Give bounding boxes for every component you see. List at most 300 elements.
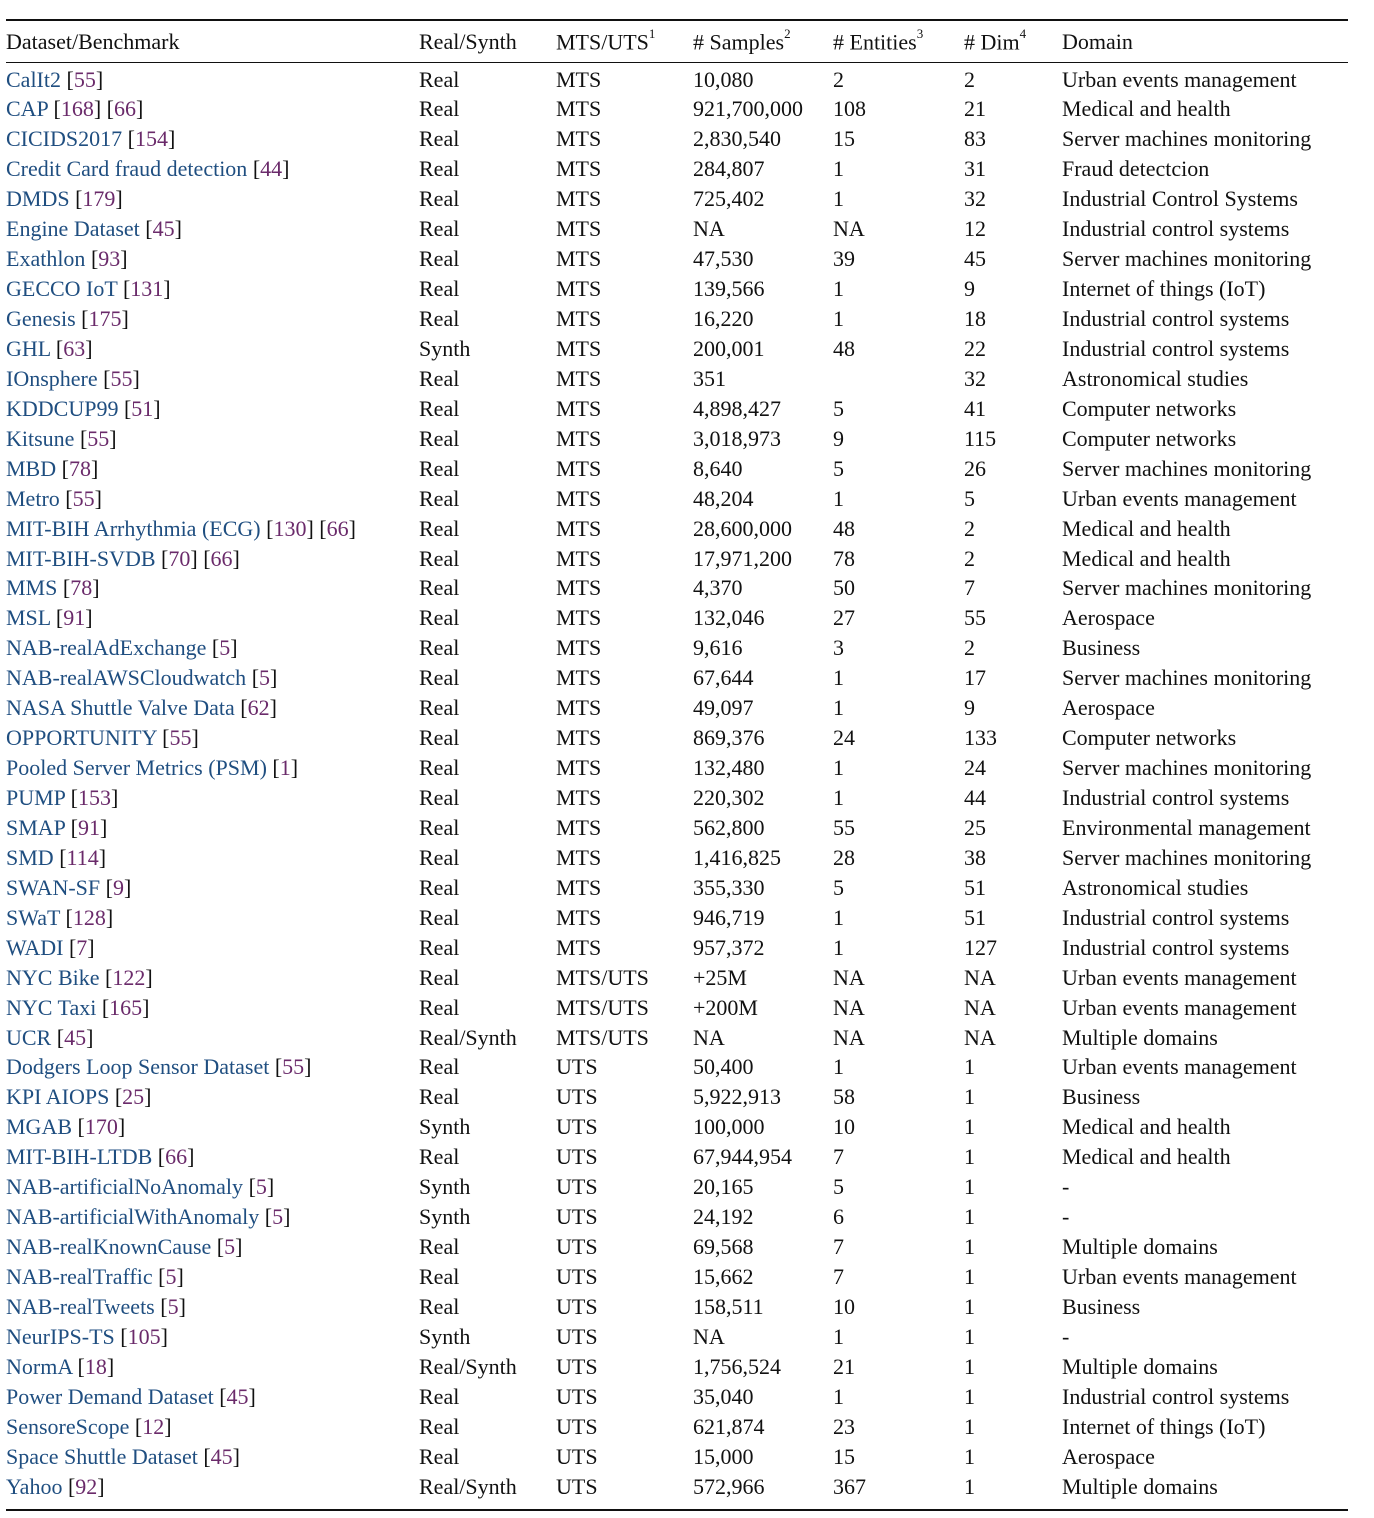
dataset-name-link[interactable]: PUMP xyxy=(6,785,66,811)
citation-link[interactable]: 5 xyxy=(165,1264,177,1290)
cell-samples: 47,530 xyxy=(693,246,754,272)
dataset-name-link[interactable]: Yahoo xyxy=(6,1473,63,1499)
cell-dataset xyxy=(6,184,419,214)
cell-dim: 1 xyxy=(964,1054,975,1080)
cell-dataset xyxy=(6,1471,419,1501)
dataset-name-link[interactable]: KDDCUP99 xyxy=(6,395,119,421)
table-row xyxy=(6,214,1348,244)
cell-dim: 115 xyxy=(964,425,997,451)
cell-entities: 367 xyxy=(833,1473,866,1499)
dataset-name-link[interactable]: CalIt2 xyxy=(6,67,61,92)
dataset-name-link[interactable]: SMAP xyxy=(6,814,66,840)
dataset-name-link[interactable]: NYC Bike xyxy=(6,964,100,990)
cell-dataset xyxy=(6,363,419,393)
cell-real-synth: Real xyxy=(419,904,460,930)
dataset-name-link[interactable]: Kitsune xyxy=(6,425,75,451)
cell-mts-uts: MTS xyxy=(556,96,602,122)
cell-domain: Computer networks xyxy=(1062,425,1237,451)
citation-link[interactable]: 91 xyxy=(77,814,100,840)
cell-dim: 24 xyxy=(964,755,986,781)
citation-bracket: [ xyxy=(105,874,113,900)
citation-link[interactable]: 55 xyxy=(73,67,96,92)
cell-dim: 21 xyxy=(964,96,986,122)
citation-link[interactable]: 179 xyxy=(82,186,116,212)
citation-link[interactable]: 25 xyxy=(122,1084,145,1110)
cell-domain: Industrial control systems xyxy=(1062,216,1290,242)
citation-link[interactable]: 44 xyxy=(260,156,283,182)
cell-samples: 158,511 xyxy=(693,1293,764,1319)
cell-samples: 946,719 xyxy=(693,904,765,930)
cell-domain: Environmental management xyxy=(1062,814,1311,840)
cell-dataset xyxy=(6,842,419,872)
cell-samples: 351 xyxy=(693,365,726,391)
cell-samples: 725,402 xyxy=(693,186,765,212)
cell-domain: - xyxy=(1062,1323,1070,1349)
citation-link[interactable]: 45 xyxy=(210,1443,233,1469)
dataset-name-link[interactable]: MBD xyxy=(6,455,57,481)
dataset-name-link[interactable]: GHL xyxy=(6,335,51,361)
citation-bracket: ] xyxy=(266,1174,275,1200)
citation-bracket: [ xyxy=(264,1204,273,1230)
dataset-name-link[interactable]: UCR xyxy=(6,1024,52,1050)
citation-link[interactable]: 105 xyxy=(127,1323,161,1349)
citation-bracket: [ xyxy=(114,1084,123,1110)
citation-link[interactable]: 51 xyxy=(131,395,154,421)
cell-dataset xyxy=(6,1172,419,1202)
citation-bracket: ] xyxy=(106,1353,115,1379)
dataset-name-link[interactable]: Space Shuttle Dataset xyxy=(6,1443,198,1469)
citation-link[interactable]: 93 xyxy=(98,246,121,272)
citation-link[interactable]: 55 xyxy=(282,1054,305,1080)
citation-link[interactable]: 122 xyxy=(112,964,146,990)
citation-link[interactable]: 66 xyxy=(326,515,349,541)
citation-link[interactable]: 18 xyxy=(84,1353,107,1379)
cell-entities: 39 xyxy=(833,246,855,272)
dataset-name-link[interactable]: MSL xyxy=(6,605,51,631)
cell-entities: 78 xyxy=(833,545,855,571)
cell-entities: 15 xyxy=(833,1443,855,1469)
dataset-name-link[interactable]: Dodgers Loop Sensor Dataset xyxy=(6,1054,270,1080)
citation-link[interactable]: 55 xyxy=(87,425,110,451)
cell-dataset xyxy=(6,1411,419,1441)
dataset-name-link[interactable]: MGAB xyxy=(6,1114,73,1140)
table-row xyxy=(6,1082,1348,1112)
cell-dim: 1 xyxy=(964,1323,975,1349)
cell-domain: Multiple domains xyxy=(1062,1353,1218,1379)
citation-link[interactable]: 70 xyxy=(168,545,191,571)
dataset-name-link[interactable]: SMD xyxy=(6,844,54,870)
citation-link[interactable]: 63 xyxy=(63,335,86,361)
table-row xyxy=(6,1381,1348,1411)
cell-mts-uts: MTS xyxy=(556,246,602,272)
table-row xyxy=(6,304,1348,334)
dataset-name-link[interactable]: NeurIPS-TS xyxy=(6,1323,115,1349)
cell-dataset xyxy=(6,214,419,244)
dataset-name-link[interactable]: Exathlon xyxy=(6,246,86,272)
table-row xyxy=(6,902,1348,932)
dataset-name-link[interactable]: OPPORTUNITY xyxy=(6,725,157,751)
header-mts-uts: MTS/UTS$^1$ xyxy=(556,25,656,55)
cell-real-synth: Real xyxy=(419,216,460,242)
cell-domain: Multiple domains xyxy=(1062,1234,1218,1260)
citation-bracket: ] xyxy=(164,1413,172,1439)
cell-real-synth: Real xyxy=(419,1084,460,1110)
citation-link[interactable]: 5 xyxy=(259,665,271,691)
cell-dataset xyxy=(6,1262,419,1292)
citation-link[interactable]: 5 xyxy=(224,1234,236,1260)
cell-domain: Medical and health xyxy=(1062,1114,1231,1140)
cell-dim: 1 xyxy=(964,1264,975,1290)
cell-real-synth: Real xyxy=(419,1144,460,1170)
cell-samples: 132,046 xyxy=(693,605,765,631)
table-row xyxy=(6,693,1348,723)
cell-domain: Astronomical studies xyxy=(1062,874,1249,900)
cell-dataset xyxy=(6,1112,419,1142)
cell-entities: 55 xyxy=(833,814,855,840)
dataset-name-link[interactable]: SWaT xyxy=(6,904,61,930)
cell-samples: 69,568 xyxy=(693,1234,754,1260)
table-row xyxy=(6,334,1348,364)
cell-dim: 51 xyxy=(964,904,986,930)
cell-entities: 1 xyxy=(833,306,844,332)
cell-entities: 27 xyxy=(833,605,855,631)
dataset-name-link[interactable]: Engine Dataset xyxy=(6,216,140,242)
table-row xyxy=(6,1292,1348,1322)
cell-domain: - xyxy=(1062,1204,1070,1230)
cell-dataset xyxy=(6,62,419,94)
cell-dim: 17 xyxy=(964,665,986,691)
citation-link[interactable]: 9 xyxy=(112,874,124,900)
cell-samples: 621,874 xyxy=(693,1413,765,1439)
citation-bracket: [ xyxy=(77,1353,85,1379)
dataset-name-link[interactable]: CICIDS2017 xyxy=(6,126,123,152)
cell-mts-uts: MTS xyxy=(556,186,602,212)
cell-samples: 2,830,540 xyxy=(693,126,781,152)
table-row xyxy=(6,842,1348,872)
citation-link[interactable]: 62 xyxy=(247,695,270,721)
citation-bracket: ] xyxy=(115,186,123,212)
citation-bracket: ] xyxy=(109,425,117,451)
cell-samples: 50,400 xyxy=(693,1054,754,1080)
cell-dataset xyxy=(6,1022,419,1052)
cell-entities: 3 xyxy=(833,635,844,661)
cell-mts-uts: MTS xyxy=(556,126,602,152)
dataset-name-link[interactable]: IOnsphere xyxy=(6,365,98,391)
citation-link[interactable]: 78 xyxy=(70,575,93,601)
cell-mts-uts: MTS xyxy=(556,67,602,92)
cell-dim: NA xyxy=(964,964,996,990)
citation-bracket: ] xyxy=(269,695,277,721)
cell-samples: 921,700,000 xyxy=(693,96,803,122)
citation-link[interactable]: 7 xyxy=(76,934,88,960)
citation-link[interactable]: 153 xyxy=(77,785,111,811)
cell-mts-uts: UTS xyxy=(556,1413,598,1439)
dataset-name-link[interactable]: Metro xyxy=(6,485,60,511)
dataset-name-link[interactable]: DMDS xyxy=(6,186,70,212)
citation-link[interactable]: 5 xyxy=(272,1204,284,1230)
cell-dim: 1 xyxy=(964,1144,975,1170)
cell-real-synth: Real xyxy=(419,1264,460,1290)
cell-mts-uts: UTS xyxy=(556,1084,598,1110)
cell-real-synth: Real xyxy=(419,1383,460,1409)
table-row xyxy=(6,1441,1348,1471)
dataset-name-link[interactable]: NAB-realTraffic xyxy=(6,1264,153,1290)
cell-samples: +200M xyxy=(693,994,758,1020)
cell-samples: 3,018,973 xyxy=(693,425,781,451)
citation-link[interactable]: 175 xyxy=(88,306,122,332)
cell-samples: 24,192 xyxy=(693,1204,754,1230)
citation-bracket: [ xyxy=(272,755,280,781)
citation-bracket: [ xyxy=(157,1144,166,1170)
cell-mts-uts: MTS xyxy=(556,904,602,930)
citation-link[interactable]: 5 xyxy=(255,1174,267,1200)
citation-bracket: [ xyxy=(158,1264,166,1290)
citation-link[interactable]: 1 xyxy=(279,755,291,781)
cell-mts-uts: MTS xyxy=(556,425,602,451)
dataset-name-link[interactable]: NAB-realAWSCloudwatch xyxy=(6,665,247,691)
cell-samples: 8,640 xyxy=(693,455,743,481)
header-real-synth: Real/Synth xyxy=(419,29,517,54)
cell-dim: 45 xyxy=(964,246,986,272)
cell-mts-uts: UTS xyxy=(556,1144,598,1170)
cell-real-synth: Real/Synth xyxy=(419,1024,517,1050)
dataset-name-link[interactable]: MIT-BIH-SVDB xyxy=(6,545,156,571)
citation-link[interactable]: 154 xyxy=(134,126,168,152)
cell-entities: 1 xyxy=(833,695,844,721)
citation-bracket: [ xyxy=(68,934,77,960)
cell-mts-uts: UTS xyxy=(556,1323,598,1349)
cell-domain: Server machines monitoring xyxy=(1062,246,1312,272)
dataset-name-link[interactable]: NASA Shuttle Valve Data xyxy=(6,695,235,721)
citation-bracket: [ xyxy=(216,1234,225,1260)
table-row xyxy=(6,723,1348,753)
cell-real-synth: Real xyxy=(419,874,460,900)
citation-link[interactable]: 168 xyxy=(60,96,94,122)
cell-real-synth: Real xyxy=(419,695,460,721)
cell-mts-uts: MTS xyxy=(556,785,602,811)
cell-real-synth: Synth xyxy=(419,1174,471,1200)
citation-link[interactable]: 45 xyxy=(64,1024,87,1050)
cell-mts-uts: UTS xyxy=(556,1204,598,1230)
citation-link[interactable]: 165 xyxy=(109,994,143,1020)
citation-bracket: [ xyxy=(161,545,169,571)
cell-dim: 5 xyxy=(964,485,975,511)
table-row xyxy=(6,184,1348,214)
cell-domain: Multiple domains xyxy=(1062,1473,1218,1499)
cell-samples: 10,080 xyxy=(693,67,754,92)
citation-link[interactable]: 5 xyxy=(167,1293,179,1319)
table-row xyxy=(6,1411,1348,1441)
dataset-name-link[interactable]: NAB-artificialWithAnomaly xyxy=(6,1204,260,1230)
cell-mts-uts: MTS xyxy=(556,306,602,332)
cell-dim: NA xyxy=(964,1024,996,1050)
citation-link[interactable]: 12 xyxy=(142,1413,165,1439)
citation-link[interactable]: 114 xyxy=(66,844,99,870)
cell-dataset xyxy=(6,1232,419,1262)
table-row xyxy=(6,244,1348,274)
cell-mts-uts: MTS xyxy=(556,635,602,661)
cell-domain: Industrial Control Systems xyxy=(1062,186,1298,212)
table-row xyxy=(6,94,1348,124)
cell-samples: 100,000 xyxy=(693,1114,765,1140)
citation-link[interactable]: 66 xyxy=(113,96,136,122)
cell-dim: 1 xyxy=(964,1234,975,1260)
dataset-name-link[interactable]: SensoreScope xyxy=(6,1413,130,1439)
cell-dim: 41 xyxy=(964,395,986,421)
dataset-name-link[interactable]: Power Demand Dataset xyxy=(6,1383,214,1409)
citation-link[interactable]: 131 xyxy=(130,276,164,302)
dataset-name-link[interactable]: KPI AIOPS xyxy=(6,1084,110,1110)
citation-bracket: ] xyxy=(144,1084,152,1110)
citation-link[interactable]: 45 xyxy=(226,1383,249,1409)
cell-dim: 55 xyxy=(964,605,986,631)
table-row xyxy=(6,1321,1348,1351)
citation-bracket: [ xyxy=(67,1473,76,1499)
cell-dim: 32 xyxy=(964,186,986,212)
citation-bracket: ] xyxy=(191,725,199,751)
table-row xyxy=(6,483,1348,513)
dataset-name-link[interactable]: Genesis xyxy=(6,306,76,332)
table-row xyxy=(6,603,1348,633)
citation-bracket: [ xyxy=(203,1443,211,1469)
citation-bracket: [ xyxy=(134,1413,143,1439)
citation-bracket: [ xyxy=(319,515,327,541)
citation-link[interactable]: 130 xyxy=(273,515,307,541)
cell-mts-uts: MTS xyxy=(556,276,602,302)
citation-link[interactable]: 92 xyxy=(75,1473,98,1499)
citation-link[interactable]: 66 xyxy=(210,545,233,571)
citation-bracket: ] xyxy=(348,515,356,541)
citation-bracket: [ xyxy=(105,964,113,990)
citation-link[interactable]: 66 xyxy=(165,1144,188,1170)
cell-mts-uts: MTS/UTS xyxy=(556,1024,649,1050)
citation-link[interactable]: 45 xyxy=(152,216,175,242)
header-dataset: Dataset/Benchmark xyxy=(6,29,180,54)
cell-mts-uts: UTS xyxy=(556,1353,598,1379)
header-samples: # Samples$^2$ xyxy=(693,25,791,55)
dataset-name-link[interactable]: Pooled Server Metrics (PSM) xyxy=(6,755,267,781)
cell-real-synth: Real xyxy=(419,964,460,990)
citation-bracket: ] xyxy=(142,994,150,1020)
cell-entities: 2 xyxy=(833,67,844,92)
citation-bracket: ] xyxy=(99,814,108,840)
cell-entities: 10 xyxy=(833,1114,855,1140)
citation-link[interactable]: 128 xyxy=(72,904,106,930)
dataset-name-link[interactable]: MIT-BIH-LTDB xyxy=(6,1144,153,1170)
citation-bracket: ] xyxy=(176,1264,184,1290)
dataset-name-link[interactable]: NAB-realAdExchange xyxy=(6,635,207,661)
table-row xyxy=(6,753,1348,783)
cell-samples: 562,800 xyxy=(693,814,765,840)
citation-link[interactable]: 78 xyxy=(68,455,91,481)
cell-mts-uts: MTS xyxy=(556,605,602,631)
cell-dataset xyxy=(6,902,419,932)
table-row xyxy=(6,1471,1348,1501)
cell-real-synth: Real xyxy=(419,725,460,751)
cell-entities: 1 xyxy=(833,1054,844,1080)
citation-bracket: [ xyxy=(123,395,132,421)
citation-link[interactable]: 55 xyxy=(169,725,192,751)
citation-bracket: [ xyxy=(90,246,99,272)
datasets-table xyxy=(6,22,1348,1501)
citation-link[interactable]: 170 xyxy=(84,1114,118,1140)
dataset-name-link[interactable]: GECCO IoT xyxy=(6,276,118,302)
table-row xyxy=(6,992,1348,1022)
table-row xyxy=(6,543,1348,573)
dataset-name-link[interactable]: SWAN-SF xyxy=(6,874,101,900)
citation-bracket: [ xyxy=(55,605,64,631)
cell-dim: 83 xyxy=(964,126,986,152)
cell-entities: 1 xyxy=(833,1323,844,1349)
table-header-row xyxy=(6,22,1348,62)
cell-real-synth: Real xyxy=(419,844,460,870)
cell-samples: 67,944,954 xyxy=(693,1144,792,1170)
citation-bracket: ] xyxy=(123,874,132,900)
cell-dataset xyxy=(6,872,419,902)
table-row xyxy=(6,1351,1348,1381)
citation-link[interactable]: 55 xyxy=(110,365,133,391)
cell-mts-uts: MTS xyxy=(556,725,602,751)
citation-link[interactable]: 5 xyxy=(219,635,231,661)
cell-mts-uts: UTS xyxy=(556,1473,598,1499)
cell-domain: Urban events management xyxy=(1062,67,1297,92)
cell-dataset xyxy=(6,573,419,603)
dataset-name-link[interactable]: CAP xyxy=(6,96,48,122)
dataset-name-link[interactable]: WADI xyxy=(6,934,64,960)
cell-mts-uts: MTS xyxy=(556,156,602,182)
dataset-name-link[interactable]: NAB-realKnownCause xyxy=(6,1234,212,1260)
citation-bracket: [ xyxy=(79,425,88,451)
cell-domain: Medical and health xyxy=(1062,515,1231,541)
cell-domain: Internet of things (IoT) xyxy=(1062,276,1266,302)
cell-samples: 1,416,825 xyxy=(693,844,781,870)
dataset-name-link[interactable]: NAB-realTweets xyxy=(6,1293,155,1319)
cell-dim: 31 xyxy=(964,156,986,182)
citation-bracket: ] xyxy=(132,365,140,391)
cell-dataset xyxy=(6,1321,419,1351)
cell-dataset xyxy=(6,1082,419,1112)
cell-dim: 127 xyxy=(964,934,997,960)
cell-entities: NA xyxy=(833,1024,865,1050)
dataset-name-link[interactable]: MIT-BIH Arrhythmia (ECG) xyxy=(6,515,261,541)
citation-bracket: [ xyxy=(127,126,135,152)
cell-real-synth: Synth xyxy=(419,1323,471,1349)
citation-link[interactable]: 55 xyxy=(72,485,95,511)
cell-dataset xyxy=(6,693,419,723)
cell-dataset xyxy=(6,1202,419,1232)
dataset-name-link[interactable]: Credit Card fraud detection xyxy=(6,156,248,182)
cell-mts-uts: MTS xyxy=(556,485,602,511)
dataset-name-link[interactable]: NAB-artificialNoAnomaly xyxy=(6,1174,244,1200)
citation-bracket: [ xyxy=(274,1054,283,1080)
citation-bracket: [ xyxy=(81,306,89,332)
cell-domain: Server machines monitoring xyxy=(1062,844,1312,870)
dataset-name-link[interactable]: NYC Taxi xyxy=(6,994,97,1020)
cell-domain: Industrial control systems xyxy=(1062,785,1290,811)
cell-real-synth: Real xyxy=(419,755,460,781)
citation-link[interactable]: 91 xyxy=(63,605,86,631)
cell-real-synth: Real xyxy=(419,665,460,691)
dataset-name-link[interactable]: NormA xyxy=(6,1353,72,1379)
cell-mts-uts: MTS xyxy=(556,545,602,571)
dataset-name-link[interactable]: MMS xyxy=(6,575,58,601)
cell-samples: 200,001 xyxy=(693,335,765,361)
table-row xyxy=(6,393,1348,423)
cell-real-synth: Real/Synth xyxy=(419,1473,517,1499)
cell-entities: NA xyxy=(833,216,865,242)
citation-bracket: ] xyxy=(190,545,198,571)
cell-domain: Server machines monitoring xyxy=(1062,126,1312,152)
